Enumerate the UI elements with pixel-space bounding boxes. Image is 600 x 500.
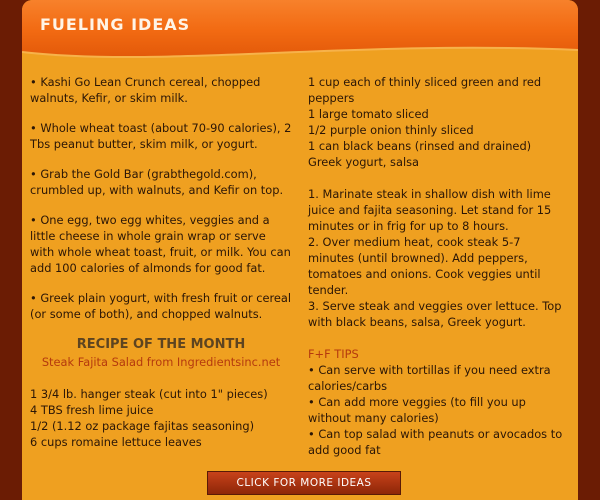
recipe-heading: RECIPE OF THE MONTH: [76, 337, 246, 352]
idea-item: • Greek plain yogurt, with fresh fruit or cereal (or some of both), and chopped walnuts.: [30, 291, 292, 321]
ingredient-line: 6 cups romaine lettuce leaves: [30, 435, 202, 449]
fueling-ideas-card: [22, 0, 578, 500]
header-wave-decoration: [22, 38, 578, 78]
idea-item: • Whole wheat toast (about 70-90 calories), 2 Tbs peanut butter, skim milk, or yogurt.: [30, 121, 292, 151]
recipe-step: 2. Over medium heat, cook steak 5-7 minutes (until browned). Add peppers, tomatoes and onions. Cook veggies until tender.: [308, 235, 541, 297]
tips-title: F+F TIPS: [308, 347, 359, 361]
ingredient-line: 1 cup each of thinly sliced green and red peppers: [308, 75, 542, 105]
idea-item: • Kashi Go Lean Crunch cereal, chopped walnuts, Kefir, or skim milk.: [30, 75, 261, 105]
idea-item: • One egg, two egg whites, veggies and a little cheese in whole grain wrap or serve with whole wheat toast, fruit, or milk. You can add 100 calories of almonds for good fat.: [30, 213, 291, 275]
recipe-subheading: Steak Fajita Salad from Ingredientsinc.net: [41, 355, 281, 369]
ingredient-line: 1 can black beans (rinsed and drained): [308, 139, 532, 153]
left-column: [30, 74, 292, 450]
tip-item: • Can serve with tortillas if you need extra calories/carbs: [308, 363, 551, 393]
tip-item: • Can top salad with peanuts or avocados to add good fat: [308, 427, 563, 457]
ingredient-line: 1 3/4 lb. hanger steak (cut into 1" pieces): [30, 387, 268, 401]
right-column: [308, 74, 564, 458]
ingredient-line: 4 TBS fresh lime juice: [30, 403, 154, 417]
tip-item: • Can add more veggies (to fill you up without many calories): [308, 395, 526, 425]
ingredient-line: 1 large tomato sliced: [308, 107, 429, 121]
idea-item: • Grab the Gold Bar (grabthegold.com), crumbled up, with walnuts, and Kefir on top.: [30, 167, 284, 197]
page-title: FUELING IDEAS: [40, 15, 191, 34]
header-banner: [22, 0, 578, 56]
ingredient-line: 1/2 purple onion thinly sliced: [308, 123, 474, 137]
ingredient-line: Greek yogurt, salsa: [308, 155, 420, 169]
recipe-step: 3. Serve steak and veggies over lettuce. Top with black beans, salsa, Greek yogurt.: [308, 299, 562, 329]
more-ideas-button[interactable]: CLICK FOR MORE IDEAS: [207, 471, 401, 495]
ingredient-line: 1/2 (1.12 oz package fajitas seasoning): [30, 419, 255, 433]
recipe-step: 1. Marinate steak in shallow dish with lime juice and fajita seasoning. Let stand for 15 minutes or in frig for up to 8 hours.: [308, 187, 552, 233]
